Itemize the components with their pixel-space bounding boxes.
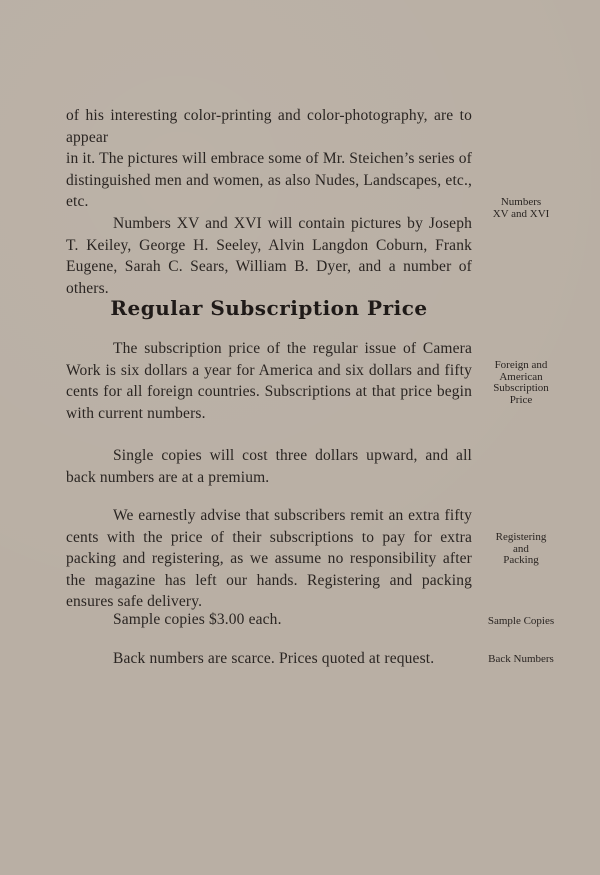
- subscription-paragraph-block: [66, 338, 472, 424]
- margin-note-registering: [474, 532, 568, 567]
- margin-note-foreign: [474, 360, 568, 406]
- intro-line-2: in it. The pictures will embrace some of Mr. Steichen’s series of: [66, 150, 472, 168]
- single-copies-block: [66, 445, 472, 488]
- margin-note-line: Numbers: [500, 196, 542, 208]
- numbers-paragraph: Numbers XV and XVI will contain pictures by Joseph T. Keiley, George H. Seeley, Alvin Langdon Coburn, Frank Eugene, Sarah C. Sears, William B. Dyer, and a number of others.: [66, 214, 472, 297]
- section-heading: Regular Subscription Price: [110, 296, 428, 320]
- margin-note-line: Foreign and: [494, 359, 548, 371]
- sample-copies-block: [66, 609, 472, 631]
- margin-note-numbers: [474, 197, 568, 220]
- margin-note-line: and: [513, 542, 529, 555]
- margin-note-line: Price: [509, 393, 533, 406]
- registering-block: [66, 505, 472, 613]
- margin-note-sample: [474, 616, 568, 628]
- registering-paragraph: We earnestly advise that subscribers remit an extra fifty cents with the price of their subscriptions to pay for extra packing and registering, as we assume no responsibility after the magazine has left our hands. Registering and packing ensures safe delivery.: [66, 507, 472, 611]
- margin-note-line: XV and XVI: [492, 207, 550, 220]
- margin-note-back-numbers: [474, 654, 568, 666]
- sample-copies-text: Sample copies $3.00 each.: [113, 611, 282, 628]
- back-numbers-block: [66, 648, 472, 670]
- intro-text: [66, 105, 472, 299]
- subscription-paragraph: The subscription price of the regular issue of Camera Work is six dollars a year for America and six dollars and fifty cents for all foreign countries. Subscriptions at that price begin with current numbers.: [66, 340, 472, 422]
- margin-note-line: Registering: [495, 531, 547, 543]
- margin-note-line: Back Numbers: [488, 653, 554, 665]
- margin-note-line: Sample Copies: [487, 615, 555, 627]
- margin-note-line: Subscription: [493, 382, 549, 395]
- back-numbers-text: Back numbers are scarce. Prices quoted at request.: [113, 650, 435, 667]
- intro-line-3: distinguished men and women, as also Nudes, Landscapes, etc., etc.: [66, 171, 472, 211]
- single-copies-paragraph: Single copies will cost three dollars upward, and all back numbers are at a premium.: [66, 447, 472, 486]
- margin-note-line: Packing: [503, 554, 539, 567]
- margin-note-line: American: [499, 370, 543, 383]
- intro-line-1: of his interesting color-printing and color-photography, are to appear: [66, 107, 472, 146]
